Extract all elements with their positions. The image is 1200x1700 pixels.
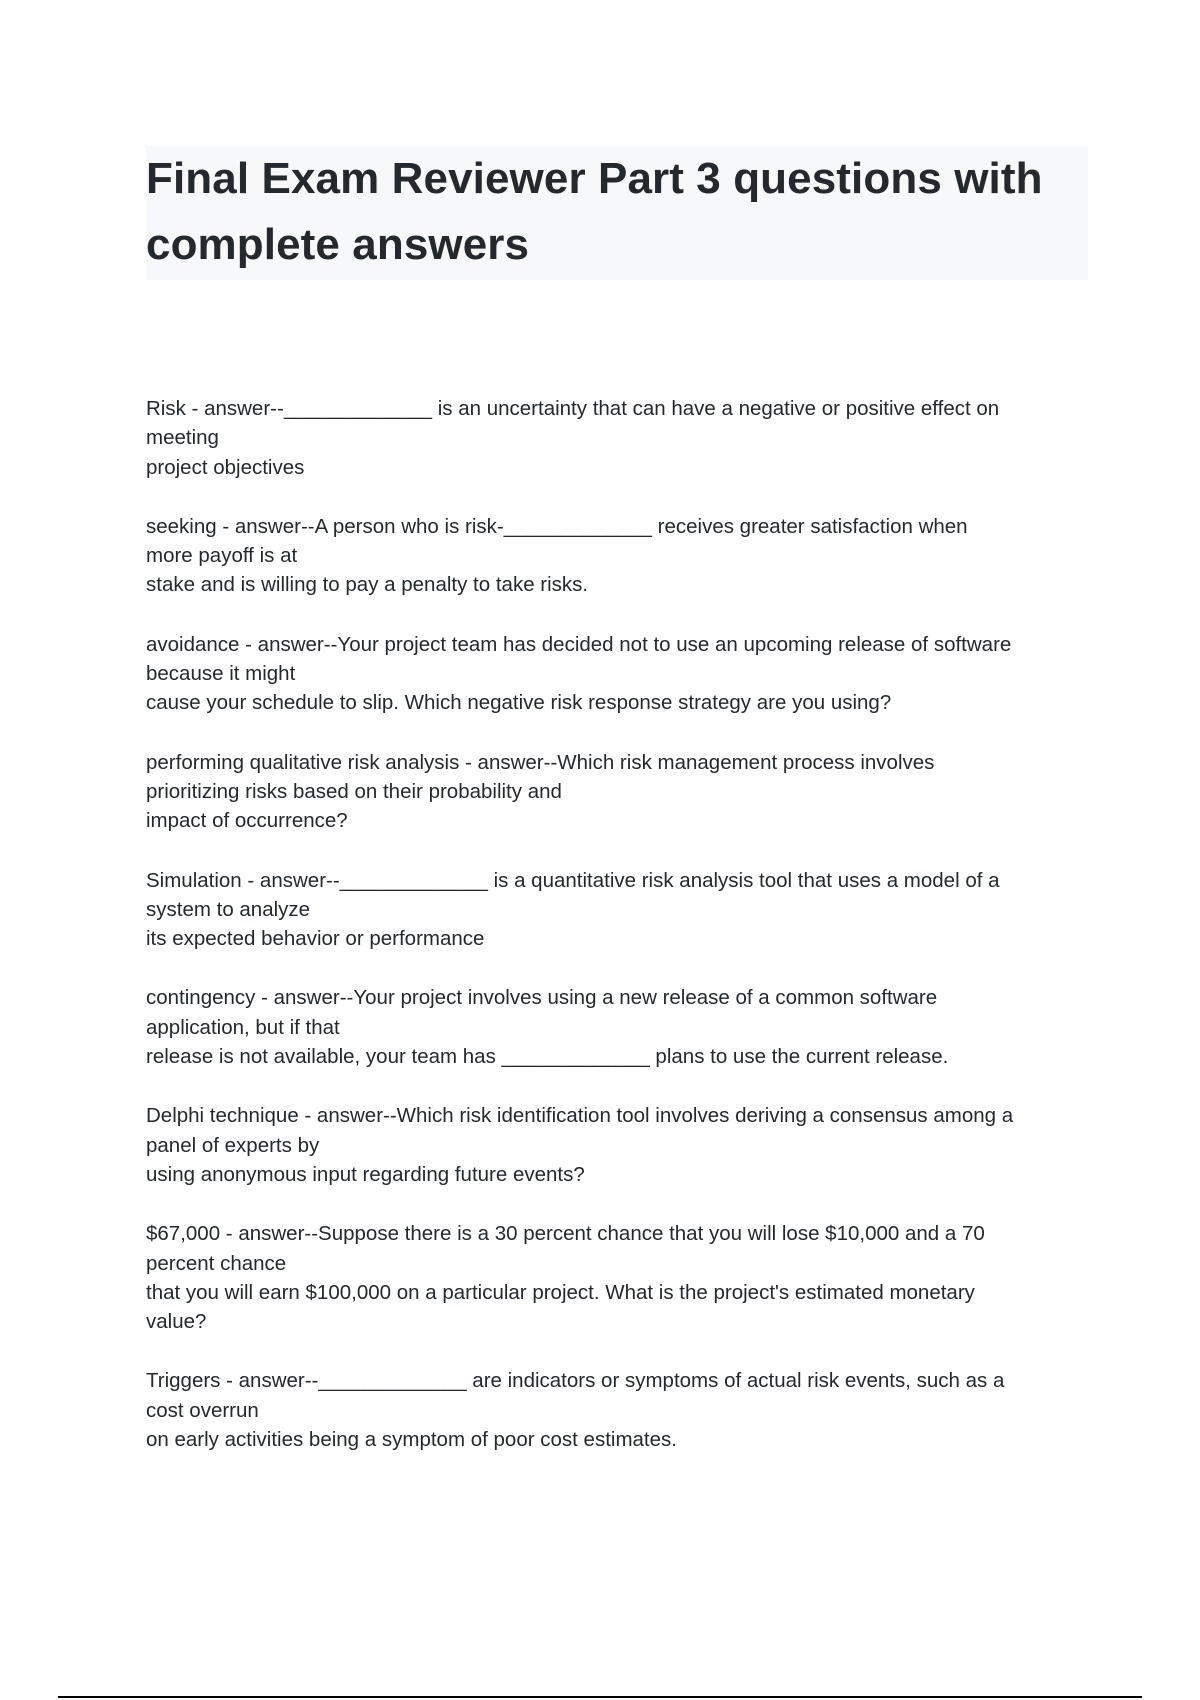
- title-block: [146, 146, 1088, 280]
- qa-item-qualitative-analysis: [146, 748, 1096, 836]
- qa-line: contingency - answer--Your project involves using a new release of a common software: [146, 986, 938, 1010]
- qa-item-emv: [146, 1219, 1096, 1336]
- qa-line: $67,000 - answer--Suppose there is a 30 percent chance that you will lose $10,000 and a 70: [146, 1222, 985, 1246]
- qa-line: cost overrun: [146, 1398, 259, 1422]
- qa-line: its expected behavior or performance: [146, 927, 485, 951]
- qa-item-triggers: [146, 1366, 1096, 1454]
- qa-line: Risk - answer--_____________ is an uncertainty that can have a negative or positive effect on: [146, 397, 1000, 420]
- qa-line: percent chance: [146, 1251, 287, 1275]
- qa-line: seeking - answer--A person who is risk-_____________ receives greater satisfaction when: [146, 514, 968, 538]
- qa-line: meeting: [146, 426, 219, 450]
- qa-item-delphi-technique: [146, 1101, 1096, 1189]
- qa-item-contingency: [146, 983, 1096, 1071]
- page-title-line: Final Exam Reviewer Part 3 questions with: [146, 154, 1043, 203]
- qa-line: application, but if that: [146, 1015, 340, 1039]
- qa-line: avoidance - answer--Your project team has decided not to use an upcoming release of software: [146, 632, 1012, 656]
- page-title: [146, 146, 1088, 278]
- qa-line: panel of experts by: [146, 1133, 320, 1157]
- qa-line: on early activities being a symptom of poor cost estimates.: [146, 1428, 677, 1452]
- qa-line: Triggers - answer--_____________ are indicators or symptoms of actual risk events, such as a: [146, 1369, 1005, 1393]
- qa-line: stake and is willing to pay a penalty to take risks.: [146, 573, 589, 597]
- qa-item-seeking: [146, 512, 1096, 600]
- qa-line: because it might: [146, 662, 296, 686]
- qa-line: Simulation - answer--_____________ is a quantitative risk analysis tool that uses a model of a: [146, 868, 1000, 892]
- qa-item-simulation: [146, 866, 1096, 954]
- footer-divider: [58, 1696, 1142, 1698]
- qa-line: release is not available, your team has _____________ plans to use the current release.: [146, 1045, 949, 1069]
- qa-list: [146, 394, 1096, 1484]
- qa-line: performing qualitative risk analysis - answer--Which risk management process involves: [146, 750, 935, 774]
- qa-item-avoidance: [146, 630, 1096, 718]
- qa-line: system to analyze: [146, 897, 311, 921]
- qa-item-risk: [146, 394, 1096, 482]
- page-title-line: complete answers: [146, 220, 530, 269]
- qa-line: using anonymous input regarding future events?: [146, 1162, 585, 1186]
- qa-line: impact of occurrence?: [146, 809, 348, 833]
- qa-line: prioritizing risks based on their probability and: [146, 779, 562, 803]
- qa-line: that you will earn $100,000 on a particular project. What is the project's estimated monetary: [146, 1280, 975, 1304]
- qa-line: project objectives: [146, 455, 305, 479]
- qa-line: more payoff is at: [146, 544, 298, 568]
- qa-line: value?: [146, 1310, 207, 1334]
- qa-line: Delphi technique - answer--Which risk identification tool involves deriving a consensus among a: [146, 1104, 1014, 1128]
- qa-line: cause your schedule to slip. Which negative risk response strategy are you using?: [146, 691, 892, 715]
